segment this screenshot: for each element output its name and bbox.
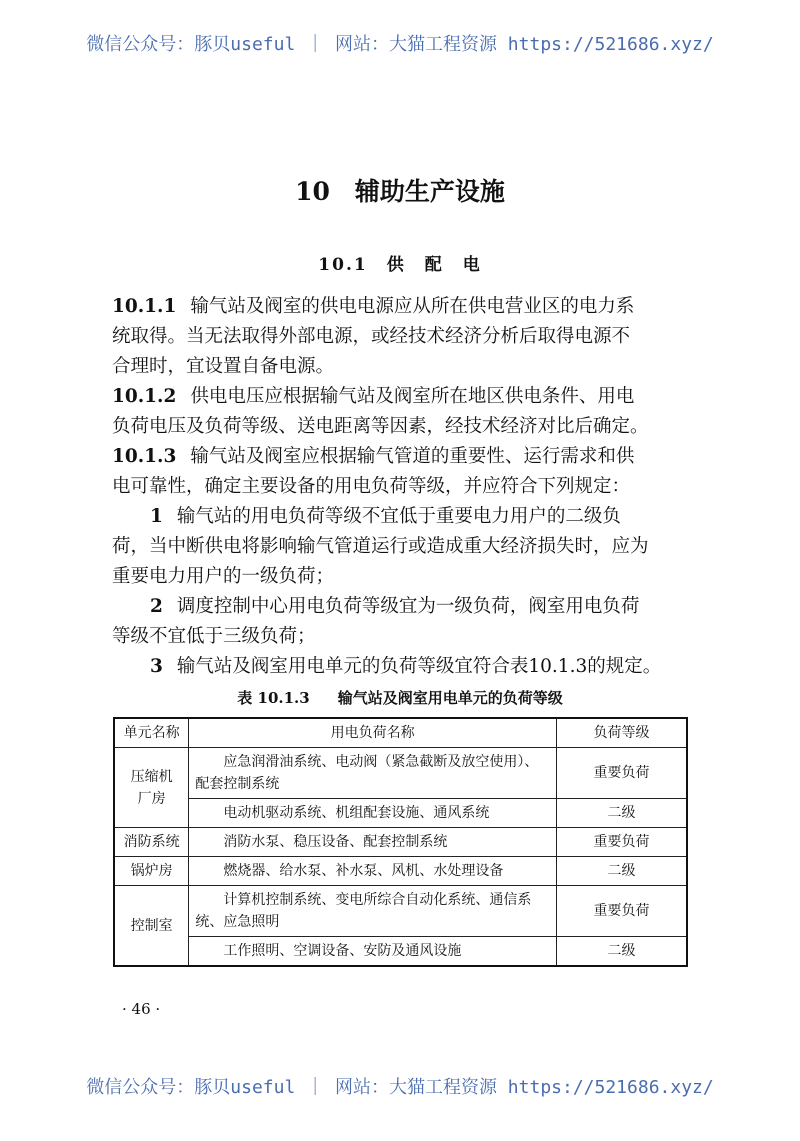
table-row	[114, 799, 687, 828]
grade-cell: 二级	[556, 799, 687, 828]
table-row	[114, 886, 687, 937]
table-row	[114, 857, 687, 886]
item-number: 2	[150, 596, 163, 617]
item-line	[112, 532, 692, 562]
item-line	[112, 652, 692, 682]
grade-cell: 重要负荷	[556, 828, 687, 857]
line-text: 电可靠性，确定主要设备的用电负荷等级，并应符合下列规定：	[112, 476, 631, 497]
section-title: 10.1 供 配 电	[318, 255, 482, 275]
line-text: 等级不宜低于三级负荷；	[112, 626, 316, 647]
watermark-top: 微信公众号：豚贝useful ｜ 网站：大猫工程资源 https://521686.xyz/	[86, 34, 714, 55]
item-number: 3	[150, 656, 163, 677]
unit-cell: 消防系统	[114, 828, 189, 857]
clause-line	[112, 442, 692, 472]
line-text: 重要电力用户的一级负荷；	[112, 566, 335, 587]
clause-line	[112, 352, 692, 382]
load-cell: 应急润滑油系统、电动阀（紧急截断及放空使用）、配套控制系统	[189, 748, 557, 799]
item-line	[112, 502, 692, 532]
table-title: 输气站及阀室用电单元的负荷等级	[337, 689, 563, 707]
clause-line	[112, 412, 692, 442]
line-text: 供电电压应根据输气站及阀室所在地区供电条件、用电	[190, 386, 635, 407]
line-text: 合理时，宜设置自备电源。	[112, 356, 335, 377]
chapter-title: 10 辅助生产设施	[295, 177, 505, 206]
clauses	[112, 292, 692, 682]
grade-cell: 二级	[556, 857, 687, 886]
clause-number: 10.1.1	[112, 296, 177, 317]
load-cell: 电动机驱动系统、机组配套设施、通风系统	[189, 799, 557, 828]
table-row	[114, 937, 687, 967]
grade-cell: 重要负荷	[556, 886, 687, 937]
clause-line	[112, 472, 692, 502]
table-number: 表 10.1.3	[237, 689, 310, 707]
item-line	[112, 562, 692, 592]
item-line	[112, 592, 692, 622]
table-row	[114, 828, 687, 857]
table-row	[114, 748, 687, 799]
line-text: 调度控制中心用电负荷等级宜为一级负荷，阀室用电负荷	[176, 596, 640, 617]
table-caption	[0, 688, 800, 708]
line-text: 负荷电压及负荷等级、送电距离等因素，经技术经济对比后确定。	[112, 416, 649, 437]
line-text: 输气站的用电负荷等级不宜低于重要电力用户的二级负	[176, 506, 621, 527]
header-cell: 单元名称	[114, 718, 189, 748]
line-text: 输气站及阀室用电单元的负荷等级宜符合表10.1.3的规定。	[176, 656, 662, 677]
header-cell: 负荷等级	[556, 718, 687, 748]
load-cell: 燃烧器、给水泵、补水泵、风机、水处理设备	[189, 857, 557, 886]
clause-line	[112, 322, 692, 352]
grade-cell: 重要负荷	[556, 748, 687, 799]
grade-cell: 二级	[556, 937, 687, 967]
load-cell: 消防水泵、稳压设备、配套控制系统	[189, 828, 557, 857]
line-text: 统取得。当无法取得外部电源，或经技术经济分析后取得电源不	[112, 326, 631, 347]
clause-number: 10.1.3	[112, 446, 177, 467]
item-number: 1	[150, 506, 163, 527]
load-cell: 计算机控制系统、变电所综合自动化系统、通信系统、应急照明	[189, 886, 557, 937]
table-header-row	[114, 718, 687, 748]
clause-line	[112, 382, 692, 412]
clause-line	[112, 292, 692, 322]
item-line	[112, 622, 692, 652]
page-number: · 46 ·	[122, 1000, 161, 1018]
watermark-bottom: 微信公众号：豚贝useful ｜ 网站：大猫工程资源 https://521686.xyz/	[86, 1077, 714, 1098]
unit-cell: 压缩机厂房	[114, 748, 189, 828]
load-cell: 工作照明、空调设备、安防及通风设施	[189, 937, 557, 967]
unit-cell: 控制室	[114, 886, 189, 967]
line-text: 荷，当中断供电将影响输气管道运行或造成重大经济损失时，应为	[112, 536, 649, 557]
load-grade-table	[113, 717, 688, 967]
header-cell: 用电负荷名称	[189, 718, 557, 748]
clause-number: 10.1.2	[112, 386, 177, 407]
line-text: 输气站及阀室的供电电源应从所在供电营业区的电力系	[190, 296, 635, 317]
line-text: 输气站及阀室应根据输气管道的重要性、运行需求和供	[190, 446, 635, 467]
unit-cell: 锅炉房	[114, 857, 189, 886]
